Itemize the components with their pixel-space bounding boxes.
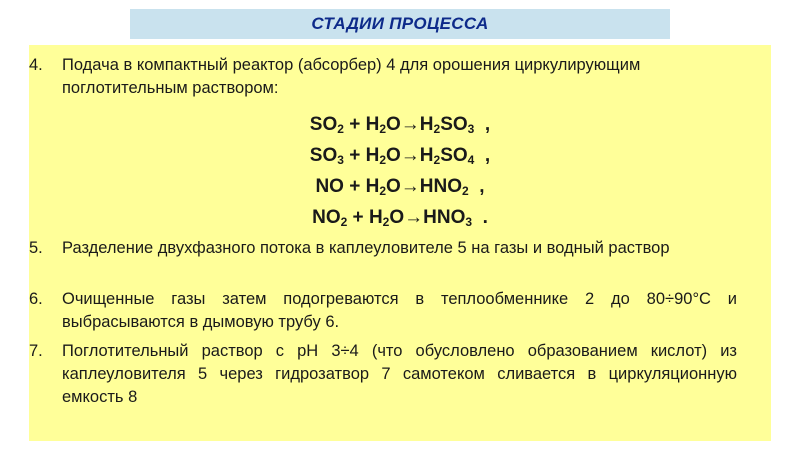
equation-4: $NO_2 + H_2O\to HNO_3$ .	[312, 207, 488, 229]
list-item-4	[29, 54, 771, 100]
list-item-6	[29, 288, 771, 334]
content-box	[29, 45, 771, 441]
list-item-text: Разделение двухфазного потока в каплеуловителе 5 на газы и водный раствор	[62, 239, 670, 257]
list-item-number: 7.	[29, 342, 43, 360]
slide-title-bar	[130, 9, 670, 39]
equation-3: NO + $H_2O\to HNO_2$ ,	[315, 176, 485, 198]
slide-title: СТАДИИ ПРОЦЕССА	[311, 14, 489, 33]
equation-1: $SO_2 + H_2O\to H_2SO_3$ ,	[309, 114, 491, 136]
list-item-7	[29, 340, 771, 409]
list-item-number: 4.	[29, 56, 43, 74]
list-item-number: 6.	[29, 290, 43, 308]
list-item-text: Подача в компактный реактор (абсорбер) 4 для орошения циркулирующим поглотительным раствором:	[62, 56, 641, 97]
list-item-text: Поглотительный раствор с рН 3÷4 (что обусловлено образованием кислот) из каплеуловителя 5 через гидрозатвор 7 самотеком сливается в циркуляционную емкость 8	[62, 342, 737, 406]
list-item-number: 5.	[29, 239, 43, 257]
list-item-text: Очищенные газы затем подогреваются в теплообменнике 2 до 80÷90°С и выбрасываются в дымовую трубу 6.	[62, 290, 737, 331]
list-item-5	[29, 237, 771, 260]
equation-2: $SO_3 + H_2O\to H_2SO_4$ ,	[309, 145, 491, 167]
